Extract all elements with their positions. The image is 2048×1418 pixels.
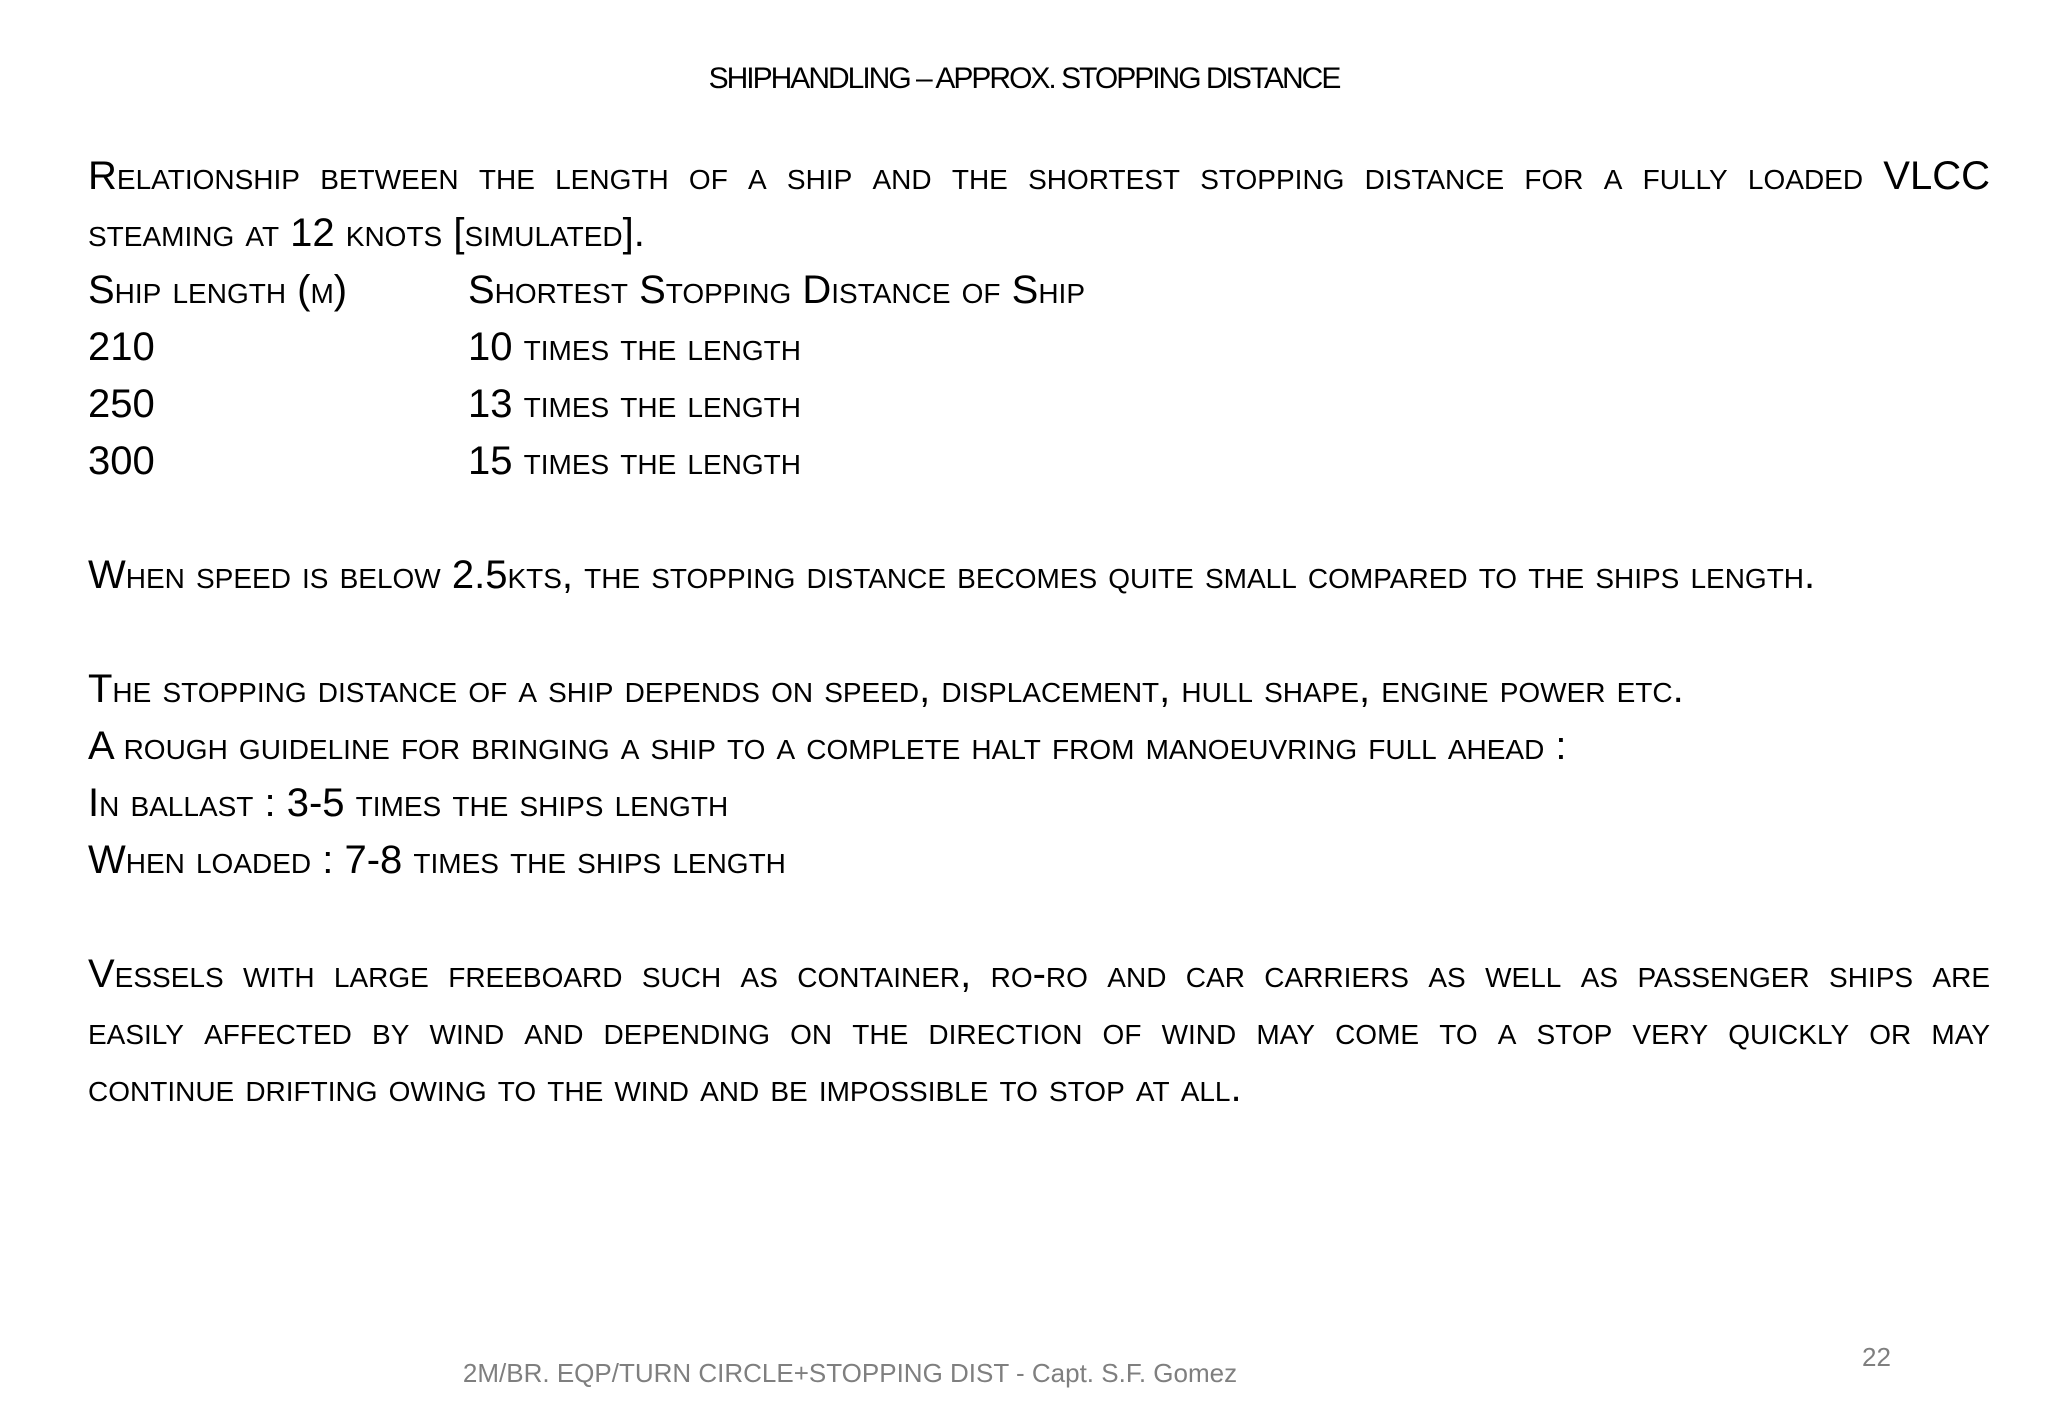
- cell-length: 210: [88, 325, 155, 369]
- intro-line-1: Relationship between the length of a ship and the shortest stopping distance for a fully loaded VLCC: [88, 154, 1990, 198]
- cell-distance: 10 times the length: [468, 325, 801, 369]
- slide-body: [88, 148, 1990, 1117]
- cell-length: 300: [88, 439, 155, 483]
- guideline-loaded: When loaded : 7-8 times the ships length: [88, 838, 786, 882]
- cell-distance: 15 times the length: [468, 439, 801, 483]
- slide-title: SHIPHANDLING – APPROX. STOPPING DISTANCE: [708, 62, 1340, 95]
- guideline-line-1: The stopping distance of a ship depends on speed, displacement, hull shape, engine power etc.: [88, 667, 1684, 711]
- spacer: [88, 490, 1990, 547]
- page-number: 22: [1862, 1342, 1891, 1372]
- spacer: [88, 889, 1990, 946]
- slide-footer: 2M/BR. EQP/TURN CIRCLE+STOPPING DIST - Capt. S.F. Gomez: [462, 1358, 1238, 1388]
- cell-length: 250: [88, 382, 155, 426]
- table-header-row: [88, 262, 1990, 319]
- header-stopping-distance: Shortest Stopping Distance of Ship: [468, 268, 1085, 312]
- low-speed-note: When speed is below 2.5kts, the stopping distance becomes quite small compared to the ships length.: [88, 553, 1816, 597]
- table-row: [88, 319, 1990, 376]
- freeboard-line-3: continue drifting owing to the wind and be impossible to stop at all.: [88, 1066, 1242, 1110]
- freeboard-line-2: easily affected by wind and depending on the direction of wind may come to a stop very quickly or may: [88, 1009, 1990, 1053]
- table-row: [88, 376, 1990, 433]
- spacer: [88, 604, 1990, 661]
- header-ship-length: Ship length (m): [88, 268, 348, 312]
- cell-distance: 13 times the length: [468, 382, 801, 426]
- freeboard-line-1: Vessels with large freeboard such as container, ro-ro and car carriers as well as passenger ships are: [88, 952, 1990, 996]
- table-row: [88, 433, 1990, 490]
- guideline-ballast: In ballast : 3-5 times the ships length: [88, 781, 729, 825]
- intro-line-2: steaming at 12 knots [simulated].: [88, 211, 645, 255]
- guideline-line-2: A rough guideline for bringing a ship to a complete halt from manoeuvring full ahead :: [88, 724, 1567, 768]
